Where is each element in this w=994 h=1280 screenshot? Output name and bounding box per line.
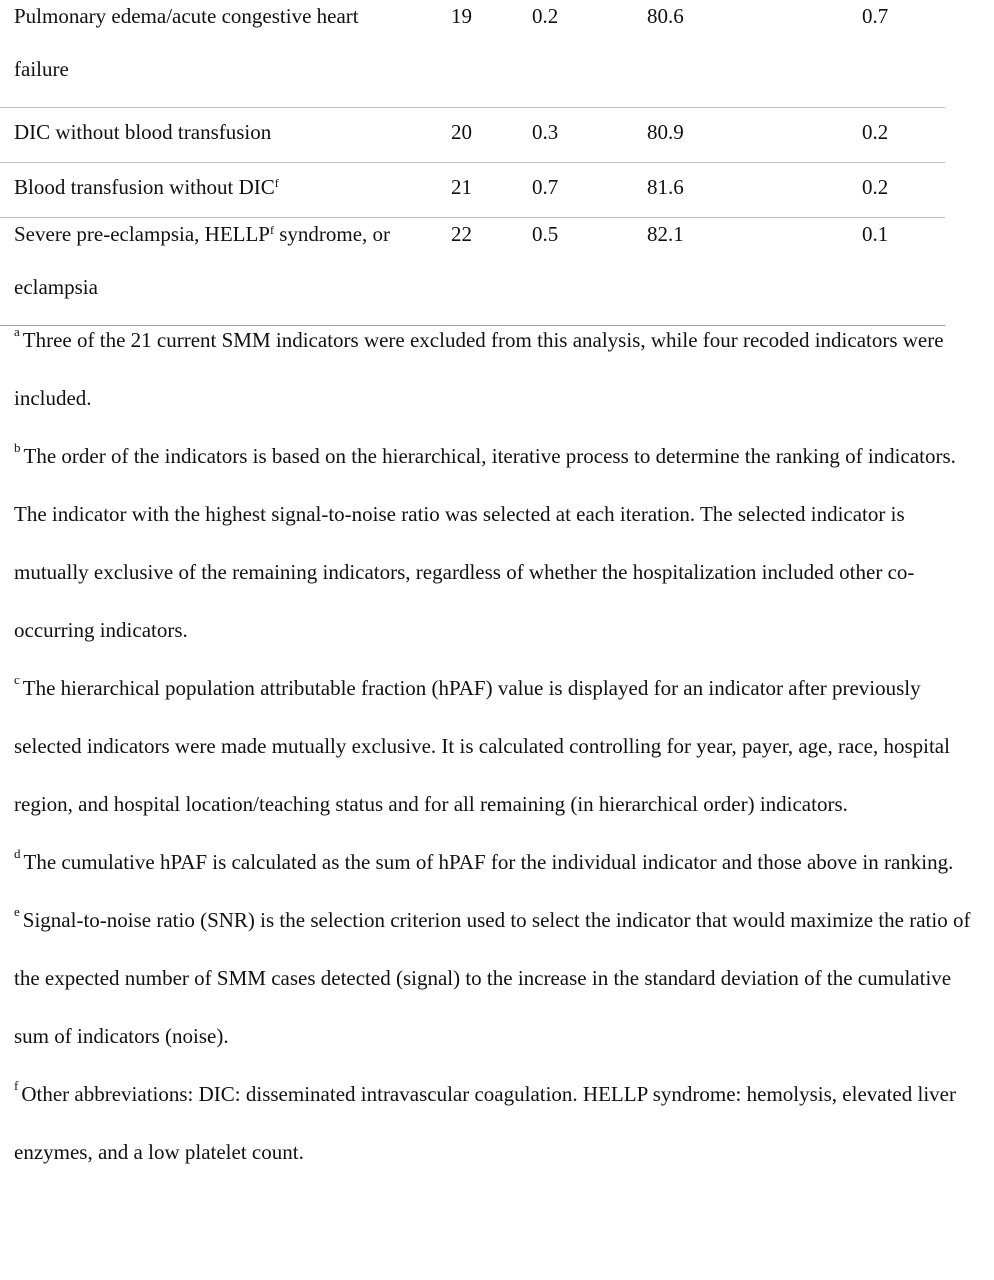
indicator-table [0, 0, 945, 326]
indicator-cumulative-hpaf: 81.6 [647, 175, 684, 199]
indicator-snr: 0.2 [862, 175, 889, 199]
indicator-cumulative-hpaf: 82.1 [647, 222, 684, 246]
footnote-f [14, 1065, 984, 1181]
footnote-ref: f [269, 223, 274, 237]
indicator-hpaf: 0.3 [532, 120, 559, 144]
indicator-snr: 0.7 [862, 4, 889, 28]
indicator-name-text: Blood transfusion without DIC [14, 175, 275, 199]
indicator-rank: 19 [451, 4, 472, 28]
indicator-hpaf: 0.5 [532, 222, 559, 246]
indicator-cumulative-hpaf: 80.6 [647, 4, 684, 28]
footnote-b [14, 427, 984, 659]
indicator-rank: 22 [451, 222, 472, 246]
indicator-name-text: Severe pre-eclampsia, HELLP [14, 222, 270, 246]
footnote-c [14, 659, 984, 833]
indicator-hpaf: 0.7 [532, 175, 559, 199]
footnote-text: The cumulative hPAF is calculated as the sum of hPAF for the individual indicator and those above in ranking. [23, 850, 954, 874]
indicator-name [14, 161, 414, 214]
indicator-name: DIC without blood transfusion [14, 120, 272, 144]
indicator-snr: 0.1 [862, 222, 889, 246]
indicator-snr: 0.2 [862, 120, 889, 144]
indicator-hpaf: 0.2 [532, 4, 559, 28]
footnote-mark: b [14, 440, 21, 455]
footnote-text: The hierarchical population attributable fraction (hPAF) value is displayed for an indicator after previously selected indicators were made mutually exclusive. It is calculated controlling for year, payer, age, race, hospital region, and hospital location/teaching status and for all remaining (in hierarchical order) indicators. [14, 676, 950, 816]
indicator-rank: 20 [451, 120, 472, 144]
indicator-rank: 21 [451, 175, 472, 199]
table-row [0, 108, 945, 163]
indicator-name: Pulmonary edema/acute congestive heart failure [14, 4, 359, 81]
footnote-text: The order of the indicators is based on the hierarchical, iterative process to determine the ranking of indicators. The indicator with the highest signal-to-noise ratio was selected at each iteration. The selected indicator is mutually exclusive of the remaining indicators, regardless of whether the hospitalization included other co-occurring indicators. [14, 444, 956, 642]
footnote-ref: f [274, 176, 279, 190]
footnote-text: Three of the 21 current SMM indicators were excluded from this analysis, while four recoded indicators were included. [14, 328, 944, 410]
footnote-a [14, 311, 984, 427]
footnote-mark: a [14, 324, 20, 339]
footnote-d [14, 833, 984, 891]
footnote-text: Signal-to-noise ratio (SNR) is the selection criterion used to select the indicator that would maximize the ratio of the expected number of SMM cases detected (signal) to the increase in the standard deviation of the cumulative sum of indicators (noise). [14, 908, 971, 1048]
footnote-mark: d [14, 846, 21, 861]
footnote-e [14, 891, 984, 1065]
indicator-name-text-cont: syndrome, or eclampsia [14, 222, 391, 299]
indicator-cumulative-hpaf: 80.9 [647, 120, 684, 144]
footnote-mark: f [14, 1078, 19, 1093]
table-row [0, 0, 945, 108]
table-row [0, 218, 945, 326]
footnote-text: Other abbreviations: DIC: disseminated intravascular coagulation. HELLP syndrome: hemolysis, elevated liver enzymes, and a low platelet count. [14, 1082, 956, 1164]
table-footnotes [14, 311, 984, 1181]
footnote-mark: e [14, 904, 20, 919]
indicator-name [14, 208, 414, 314]
footnote-mark: c [14, 672, 20, 687]
